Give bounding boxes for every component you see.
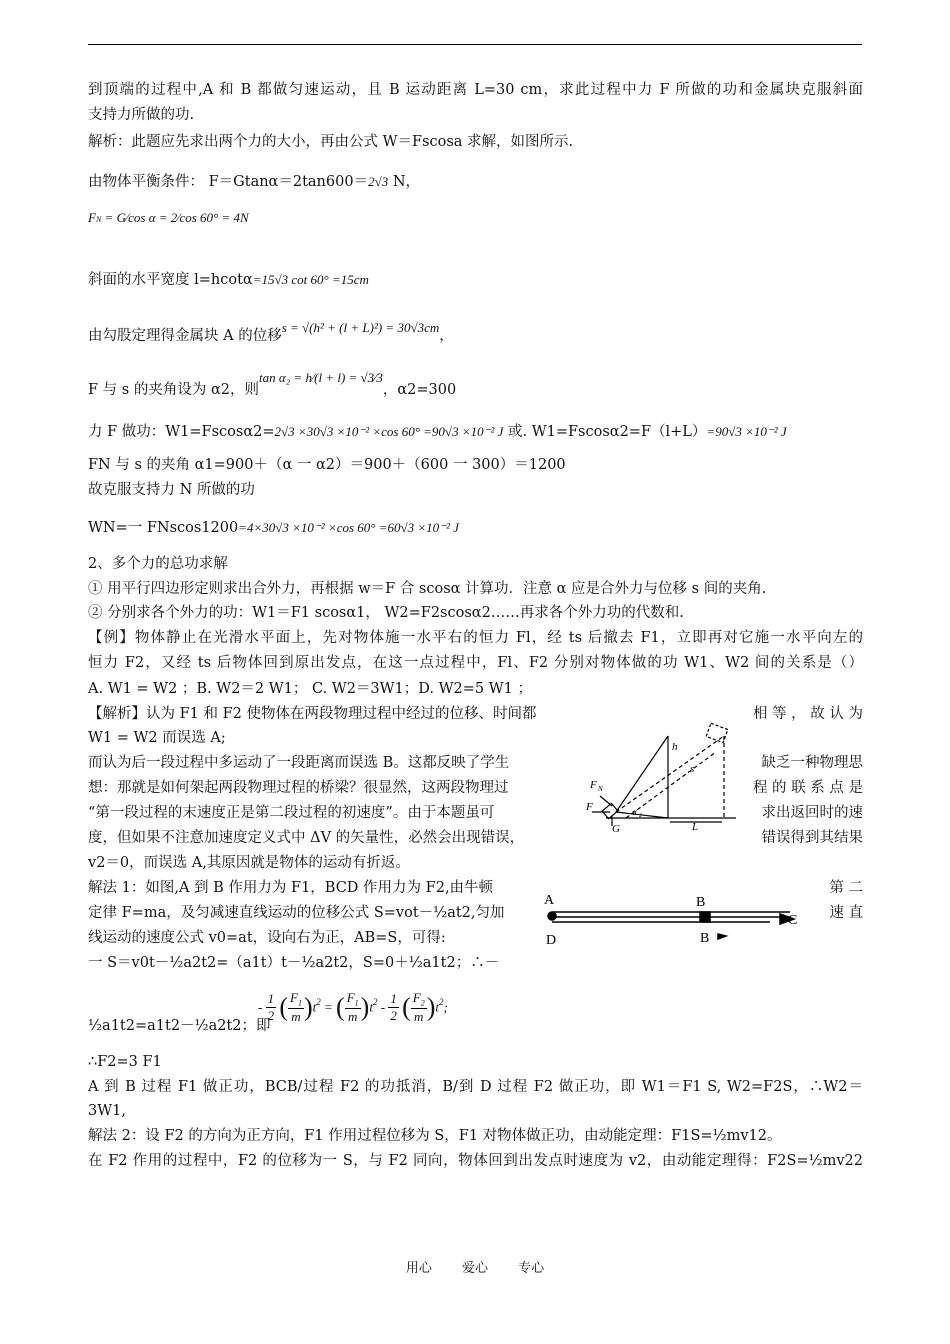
equation-line (88, 320, 863, 346)
text: ， (439, 328, 454, 344)
text-line: 一 S＝v0t－½a2t2=（a1t）t－½a2t2，S=0＋½a1t2；∴－ (88, 955, 500, 971)
paren-close: ) (426, 992, 436, 1022)
denominator: 2 (267, 1007, 275, 1023)
text: 或. W1=Fscosα2=F（l+L） (503, 424, 707, 440)
text-line: 相 等 ， 故 认 为 (752, 706, 863, 722)
label-B: B (696, 895, 706, 910)
sub: 1 (297, 998, 302, 1008)
label-D: D (546, 933, 557, 946)
text-line: ∴F2=3 F1 (88, 1054, 162, 1070)
f: F (346, 990, 355, 1005)
text: 力 F 做功：W1=Fscosα2= (88, 424, 275, 440)
exp: 2 (372, 996, 378, 1007)
text-line: 求出返回时的速 (761, 805, 863, 821)
text-line: 在 F2 作用的过程中，F2 的位移为一 S，与 F2 同向，物体回到出发点时速度为 v2，由动能定理得：F2S=½mv22 (88, 1153, 863, 1169)
math: =90√3 ×10⁻² J (706, 424, 787, 439)
label-alpha: α (632, 807, 637, 817)
equation-line (88, 370, 863, 400)
label-h: h (672, 741, 678, 753)
header-rule (88, 44, 862, 45)
text-line: 恒力 F2，又经 ts 后物体回到原出发点，在这一点过程中，Fl、F2 分别对物体做的功 W1、W2 间的关系是（） (88, 655, 863, 671)
denominator: 2 (390, 1007, 397, 1023)
label-A: A (544, 893, 555, 908)
t: t (435, 999, 439, 1015)
math-sub: N (95, 215, 102, 224)
equation-line (88, 208, 863, 230)
math: 2√3 ×30√3 ×10⁻² ×cos 60° =90√3 ×10⁻² J (274, 424, 504, 439)
equation-line (88, 518, 863, 538)
incline-diagram (586, 722, 738, 834)
denominator: m (348, 1008, 358, 1024)
math: s = √(h² + (l + L)²) = 30√3cm (281, 320, 440, 335)
f: F (412, 990, 421, 1005)
text-line: ② 分别求各个外力的功：W1＝F1 scosα1， W2=F2scosα2……再求各个外力功的代数和. (88, 605, 684, 621)
text-line: FN 与 s 的夹角 α1=900＋（α 一 α2）＝900＋（600 一 300）＝1200 (88, 457, 566, 473)
fraction (345, 990, 361, 1025)
fraction-equation (258, 990, 448, 1025)
text-line: 解析：此题应先求出两个力的大小，再由公式 W＝Fscosa 求解，如图所示. (88, 134, 574, 150)
text-line: A 到 B 过程 F1 做正功，BCB/过程 F2 的功抵消，B/到 D 过程 F2 做正功，即 W1＝F1 S, W2=F2S，∴W2＝ (88, 1079, 863, 1095)
text-line: 而认为后一段过程中多运动了一段距离而误选 B。这都反映了学生 (88, 755, 510, 771)
label-fn: F (590, 779, 597, 791)
numerator: 1 (390, 990, 397, 1006)
motion-diagram (540, 884, 800, 946)
text: WN=一 FNscos1200 (88, 520, 239, 536)
text-line: 第 二 (829, 880, 863, 896)
semicolon: ; (443, 999, 448, 1015)
math: tan α₂ = h⁄(l + l) = √3⁄3 (258, 370, 383, 385)
text-line: 【例】物体静止在光滑水平面上，先对物体施一水平右的恒力 Fl，经 ts 后撤去 F1，立即再对它施一水平向左的 (88, 630, 863, 646)
exp: 2 (316, 996, 321, 1007)
math: 2√3 (368, 174, 389, 189)
paren-close: ) (360, 992, 370, 1022)
text-line: W1 = W2 而误选 A; (88, 730, 226, 746)
equation-line (88, 172, 863, 192)
text-line: 支持力所做的功. (88, 107, 195, 123)
fraction (266, 991, 277, 1024)
fraction (288, 990, 304, 1025)
text-line: 3W1, (88, 1103, 126, 1119)
numerator: 1 (267, 990, 275, 1006)
math: =4×30√3 ×10⁻² ×cos 60° =60√3 ×10⁻² J (238, 520, 459, 535)
equation-line (88, 270, 863, 290)
denominator: m (291, 1008, 301, 1024)
equation-line (88, 422, 863, 442)
equals: = (324, 999, 333, 1015)
text-line: ① 用平行四边形定则求出合外力，再根据 w＝F 合 scosα 计算功．注意 α 应是合外力与位移 s 间的夹角. (88, 581, 767, 597)
label-s: s (690, 763, 695, 775)
text-line: A. W1 = W2 ；B. W2＝2 W1； C. W2＝3W1；D. W2=5 W1 ； (88, 681, 532, 697)
text-line: v2＝0，而误选 A,其原因就是物体的运动有折返。 (88, 855, 410, 871)
paren-open: ( (336, 992, 345, 1022)
label-B-prime: B (700, 931, 710, 946)
denominator: m (414, 1008, 424, 1024)
paren-open: ( (402, 992, 411, 1022)
text: ½a1t2=a1t2－½a2t2；即 (88, 1018, 271, 1034)
text-line: 故克服支持力 N 所做的功 (88, 482, 255, 498)
text-line: 想：那就是如何架起两段物理过程的桥梁？很显然，这两段物理过 (88, 780, 509, 796)
text-line: 缺乏一种物理思 (761, 755, 863, 771)
t: t (312, 999, 317, 1015)
math: = G⁄cos α = 2⁄cos 60° = 4N (101, 210, 249, 225)
text-line: 2、多个力的总功求解 (88, 556, 228, 572)
fraction (411, 990, 427, 1025)
text: ，α2=300 (382, 382, 457, 398)
text-line: 线运动的速度公式 v0=at，设向右为正，AB=S，可得: (88, 930, 446, 946)
text: 由勾股定理得金属块 A 的位移 (88, 328, 282, 344)
label-L: L (692, 821, 699, 833)
label-g: G (612, 823, 620, 834)
label-fn-sub: N (598, 785, 603, 793)
text: N， (388, 174, 421, 190)
math: =15√3 cot 60° =15cm (252, 272, 369, 287)
exp: 2 (438, 996, 444, 1007)
sub: 2 (420, 998, 425, 1008)
page-footer: 用心 爱心 专心 (405, 1261, 545, 1276)
t: t (369, 999, 373, 1015)
sub: 1 (354, 998, 359, 1008)
label-alpha-sub: 2 (639, 813, 642, 819)
text: F 与 s 的夹角设为 α2，则 (88, 382, 259, 398)
text-line: 度，但如果不注意加速度定义式中 ΔV 的矢量性，必然会出现错误， (88, 830, 525, 846)
paren-close: ) (303, 992, 313, 1022)
f: F (290, 990, 298, 1005)
label-f: F (586, 801, 593, 813)
text-line: 速 直 (829, 905, 863, 921)
text-line: 解法 2：设 F2 的方向为正方向，F1 作用过程位移为 S，F1 对物体做正功，由动能定理：F1S=½mv12。 (88, 1128, 782, 1144)
label-C: C (788, 913, 798, 928)
text-line: 解法 1：如图,A 到 B 作用力为 F1，BCD 作用力为 F2,由牛顿 (88, 880, 494, 896)
text: 斜面的水平宽度 l=hcotα (88, 272, 253, 288)
paren-open: ( (279, 992, 289, 1022)
fraction (388, 991, 399, 1024)
text: 由物体平衡条件： F＝Gtanα＝2tan600＝ (88, 174, 369, 190)
sign: - (380, 999, 386, 1015)
text-line: 到顶端的过程中,A 和 B 都做匀速运动，且 B 运动距离 L=30 cm，求此过程中力 F 所做的功和金属块克服斜面 (88, 82, 863, 98)
math: F (88, 210, 96, 225)
text-line: 【解析】认为 F1 和 F2 使物体在两段物理过程中经过的位移、时间都 (88, 706, 537, 722)
sign: - (258, 999, 263, 1015)
text-line: 程 的 联 系 点 是 (752, 780, 863, 796)
text-line: 错误得到其结果 (761, 830, 863, 846)
equation-line (88, 1016, 863, 1036)
text-line: “第一段过程的末速度正是第二段过程的初速度”。由于本题虽可 (88, 805, 495, 821)
text-line: 定律 F=ma，及匀减速直线运动的位移公式 S=vot－½at2,匀加 (88, 905, 505, 921)
